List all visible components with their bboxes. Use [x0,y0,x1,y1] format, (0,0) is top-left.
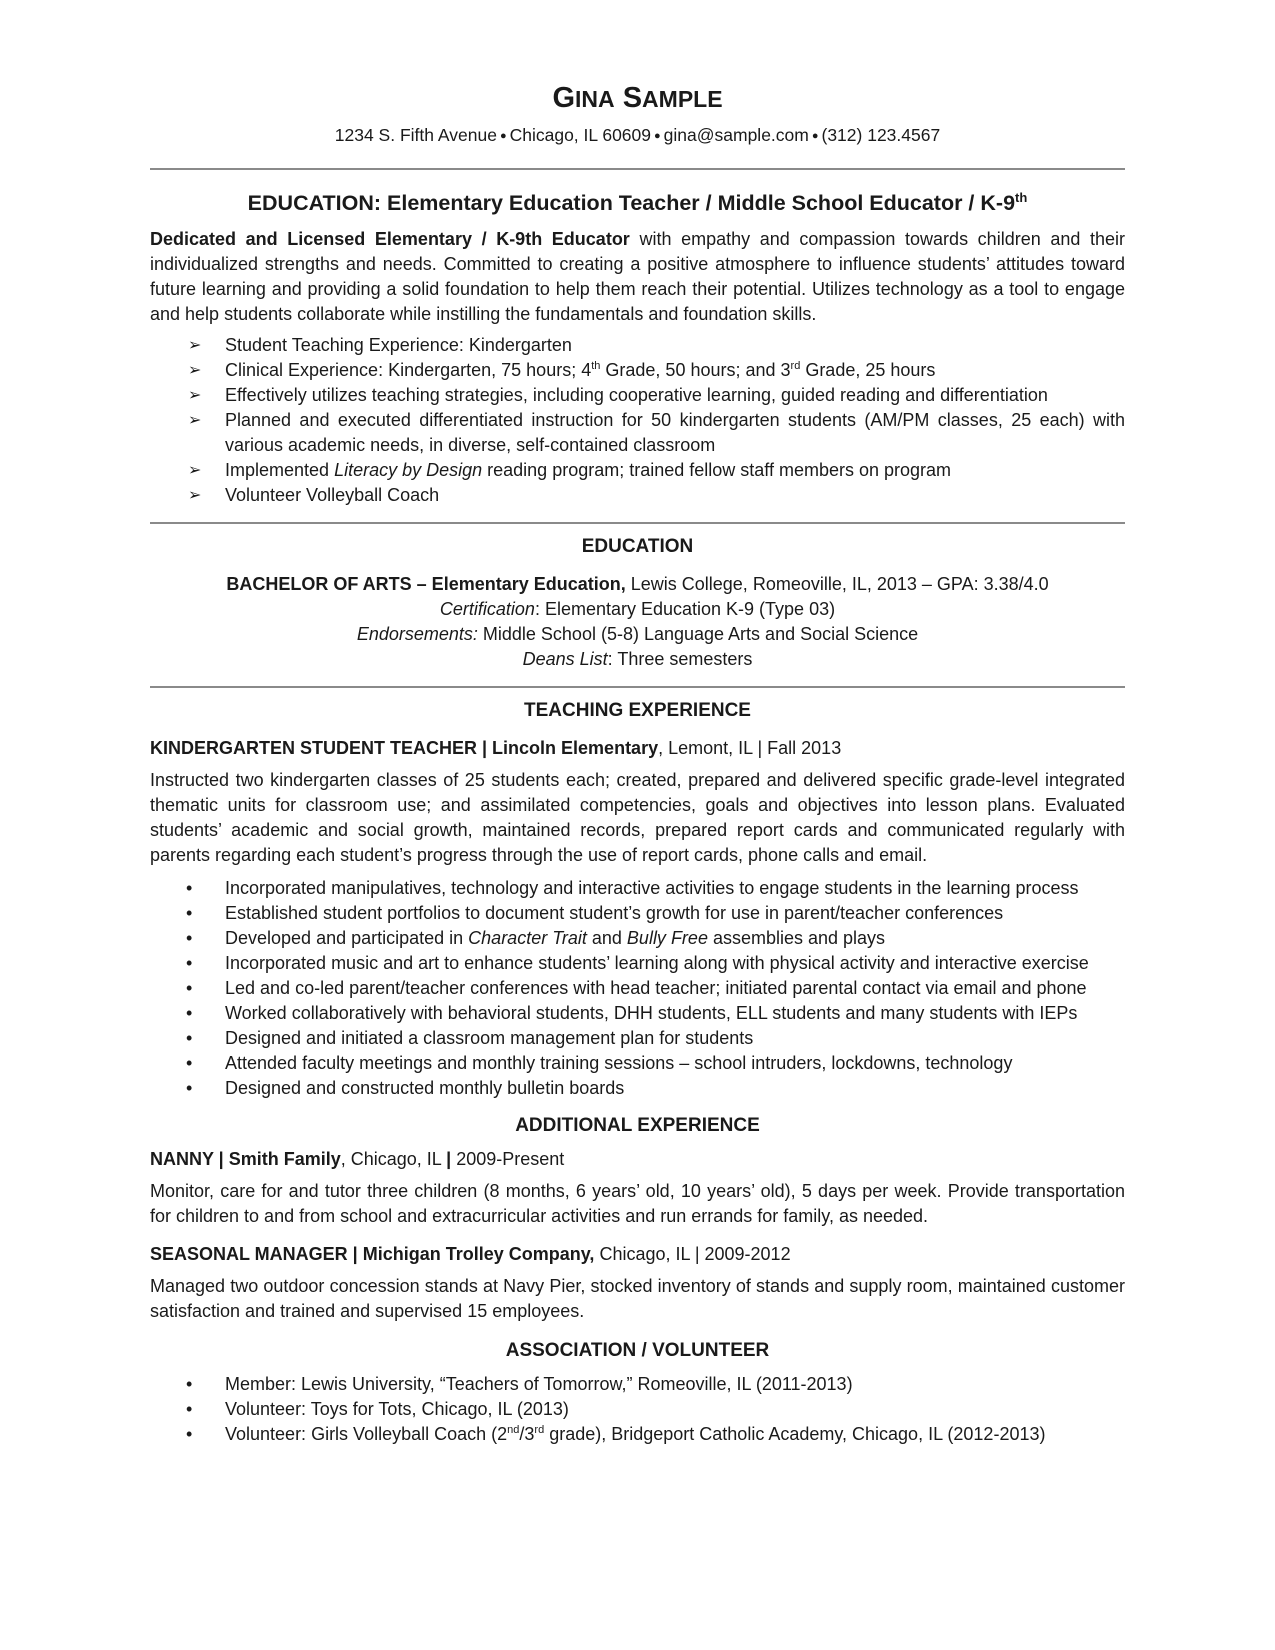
education-heading: EDUCATION [581,536,694,558]
list-item: • Established student portfolios to document student’s growth for use in parent/teacher conferences [150,901,1125,926]
list-item: • Designed and initiated a classroom management plan for students [150,1026,1125,1051]
arrow-bullet-icon: ➢ [188,337,202,355]
bullet-icon: • [186,953,193,974]
teaching-summary: Instructed two kindergarten classes of 25 students each; created, prepared and delivered specific grade-level integrated thematic units for classroom use; and assimilated competencies, goals and objectives into lesson plans. Evaluated students’ academic and social growth, maintained records, prepared report cards and communicated regularly with parents regarding each student’s progress through the use of report cards, phone calls and email. [150,770,1125,866]
candidate-name: GINA SAMPLE [552,82,723,114]
profile-highlights [150,333,1125,508]
bullet-icon: • [186,1028,193,1049]
list-item: • Designed and constructed monthly bulletin boards [150,1076,1125,1101]
list-item: ➢ Clinical Experience: Kindergarten, 75 hours; 4th Grade, 50 hours; and 3rd Grade, 25 hours [150,358,1125,383]
endorsements-line: Endorsements: Middle School (5-8) Language Arts and Social Science [356,624,919,645]
arrow-bullet-icon: ➢ [188,362,202,380]
list-item: ➢ Effectively utilizes teaching strategies, including cooperative learning, guided reading and differentiation [150,383,1125,408]
arrow-bullet-icon: ➢ [188,412,202,430]
separator-dot-icon: ● [499,130,507,143]
separator-dot-icon: ● [811,130,819,143]
divider [150,522,1125,524]
list-item: • Member: Lewis University, “Teachers of Tomorrow,” Romeoville, IL (2011-2013) [150,1372,1125,1397]
bullet-icon: • [186,878,193,899]
bullet-icon: • [186,1053,193,1074]
list-item: • Volunteer: Girls Volleyball Coach (2nd/3rd grade), Bridgeport Catholic Academy, Chicago, IL (2012-2013) [150,1422,1125,1447]
list-item: • Worked collaboratively with behavioral students, DHH students, ELL students and many students with IEPs [150,1001,1125,1026]
divider [150,168,1125,170]
contact-line [150,123,1125,148]
bullet-icon: • [186,1003,193,1024]
email[interactable]: gina@sample.com [663,125,809,145]
list-item: • Led and co-led parent/teacher conferences with head teacher; initiated parental contact via email and phone [150,976,1125,1001]
teaching-heading: TEACHING EXPERIENCE [524,700,751,722]
job-title-line: NANNY | Smith Family, Chicago, IL | 2009-Present [150,1149,565,1170]
profile-summary: Dedicated and Licensed Elementary / K-9th Educator with empathy and compassion towards children and their individualized strengths and needs. Committed to creating a positive atmosphere to influence students’ attitudes toward future learning and providing a solid foundation to help them reach their potential. Utilizes technology as a tool to engage and help students collaborate while instilling the fundamentals and foundation skills. [150,229,1126,325]
bullet-icon: • [186,903,193,924]
association-heading: ASSOCIATION / VOLUNTEER [505,1340,770,1362]
divider [150,686,1125,688]
list-item: ➢ Volunteer Volleyball Coach [150,483,1125,508]
list-item: • Developed and participated in Character Trait and Bully Free assemblies and plays [150,926,1125,951]
job-title-line: SEASONAL MANAGER | Michigan Trolley Company, Chicago, IL | 2009-2012 [150,1244,791,1265]
address: 1234 S. Fifth Avenue [334,125,497,145]
list-item: ➢ Implemented Literacy by Design reading program; trained fellow staff members on program [150,458,1125,483]
bullet-icon: • [186,928,193,949]
list-item: • Volunteer: Toys for Tots, Chicago, IL (2013) [150,1397,1125,1422]
separator-dot-icon: ● [654,130,661,143]
certification-line: Certification: Elementary Education K-9 (Type 03) [439,599,836,620]
job-title-line: KINDERGARTEN STUDENT TEACHER | Lincoln Elementary, Lemont, IL | Fall 2013 [150,738,842,759]
list-item: • Attended faculty meetings and monthly training sessions – school intruders, lockdowns, technology [150,1051,1125,1076]
city: Chicago, IL 60609 [509,125,651,145]
additional-heading: ADDITIONAL EXPERIENCE [515,1115,760,1137]
arrow-bullet-icon: ➢ [188,387,202,405]
bullet-icon: • [186,978,193,999]
list-item: • Incorporated manipulatives, technology and interactive activities to engage students in the learning process [150,876,1125,901]
job-description: Monitor, care for and tutor three children (8 months, 6 years’ old, 10 years’ old), 5 days per week. Provide transportation for children to and from school and extracurricular activities and run errands for family, as needed. [150,1181,1125,1227]
profile-heading: EDUCATION: Elementary Education Teacher / Middle School Educator / K-9th [247,190,1028,216]
phone: (312) 123.4567 [821,125,941,145]
deans-list-line: Deans List: Three semesters [522,649,753,670]
arrow-bullet-icon: ➢ [188,487,202,505]
bullet-icon: • [186,1374,193,1395]
list-item: • Incorporated music and art to enhance students’ learning along with physical activity and interactive exercise [150,951,1125,976]
teaching-bullets [150,876,1125,1101]
degree-line: BACHELOR OF ARTS – Elementary Education, Lewis College, Romeoville, IL, 2013 – GPA: 3.38/4.0 [226,574,1049,595]
job-description: Managed two outdoor concession stands at Navy Pier, stocked inventory of stands and supply room, maintained customer satisfaction and trained and supervised 15 employees. [150,1276,1125,1322]
list-item: ➢ Student Teaching Experience: Kindergarten [150,333,1125,358]
list-item: ➢ Planned and executed differentiated instruction for 50 kindergarten students (AM/PM classes, 25 each) with various academic needs, in diverse, self-contained classroom [188,410,1125,456]
arrow-bullet-icon: ➢ [188,462,202,480]
association-bullets [150,1372,1125,1447]
bullet-icon: • [186,1078,193,1099]
bullet-icon: • [186,1399,193,1420]
bullet-icon: • [186,1424,193,1445]
